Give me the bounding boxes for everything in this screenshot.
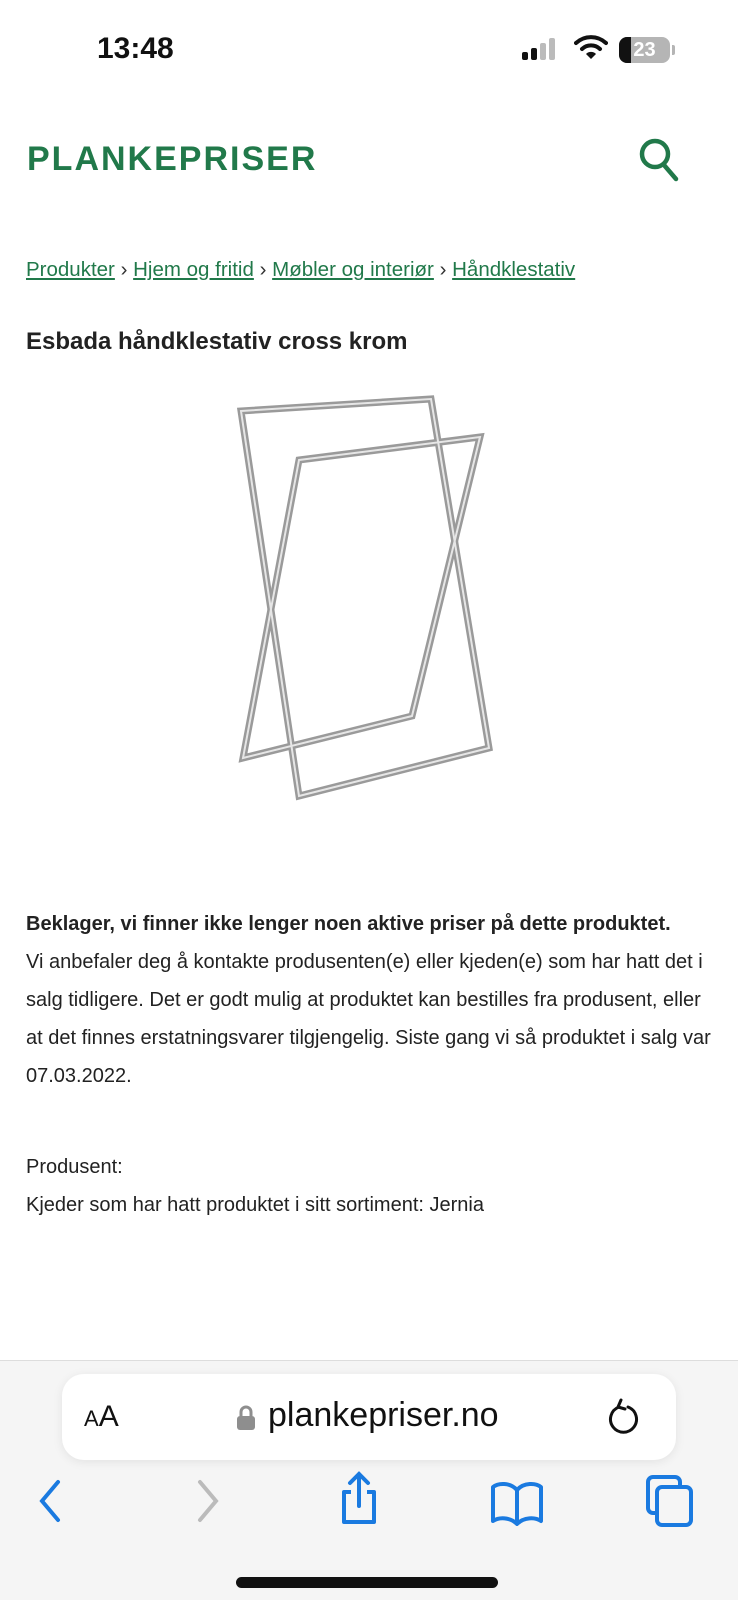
share-icon[interactable] <box>338 1470 380 1526</box>
home-indicator <box>236 1577 498 1588</box>
no-prices-message <box>26 905 721 1095</box>
product-title: Esbada håndklestativ cross krom <box>26 328 408 355</box>
status-bar <box>0 0 738 100</box>
battery-icon: 23 <box>619 37 670 63</box>
message-heading: Beklager, vi finner ikke lenger noen aktive priser på dette produktet. <box>26 913 671 935</box>
url-text[interactable]: plankepriser.no <box>268 1396 499 1434</box>
lock-icon <box>236 1404 256 1432</box>
chains-text: Kjeder som har hatt produktet i sitt sortiment: Jernia <box>26 1194 484 1216</box>
message-body: Vi anbefaler deg å kontakte produsenten(e) eller kjeden(e) som har hatt det i salg tidligere. Det er godt mulig at produktet kan bestilles fra produsent, eller at det finnes erstatningsvarer tilgjengelig. Siste gang vi så produktet i salg var 07.03.2022. <box>26 951 711 1087</box>
breadcrumb-hjem-og-fritid[interactable]: Hjem og fritid <box>133 258 254 281</box>
wifi-icon <box>574 34 608 60</box>
breadcrumb: Produkter › Hjem og fritid › Møbler og interiør › Håndklestativ <box>26 258 576 281</box>
producer-label: Produsent: <box>26 1156 123 1178</box>
breadcrumb-produkter[interactable]: Produkter <box>26 258 115 281</box>
signal-icon <box>522 38 555 60</box>
clock: 13:48 <box>97 32 174 65</box>
breadcrumb-mobler[interactable]: Møbler og interiør <box>272 258 434 281</box>
reader-settings-button[interactable]: AA <box>84 1400 119 1433</box>
back-icon[interactable] <box>36 1478 64 1524</box>
search-icon[interactable] <box>638 136 680 184</box>
breadcrumb-handklestativ[interactable]: Håndklestativ <box>452 258 576 281</box>
reload-icon[interactable] <box>606 1398 640 1436</box>
product-meta <box>26 1148 484 1224</box>
address-bar[interactable] <box>62 1374 676 1460</box>
bookmarks-icon[interactable] <box>490 1480 544 1526</box>
tabs-icon[interactable] <box>645 1474 695 1528</box>
site-logo[interactable]: PLANKEPRISER <box>27 140 318 178</box>
product-image <box>220 380 510 810</box>
forward-icon[interactable] <box>194 1478 222 1524</box>
